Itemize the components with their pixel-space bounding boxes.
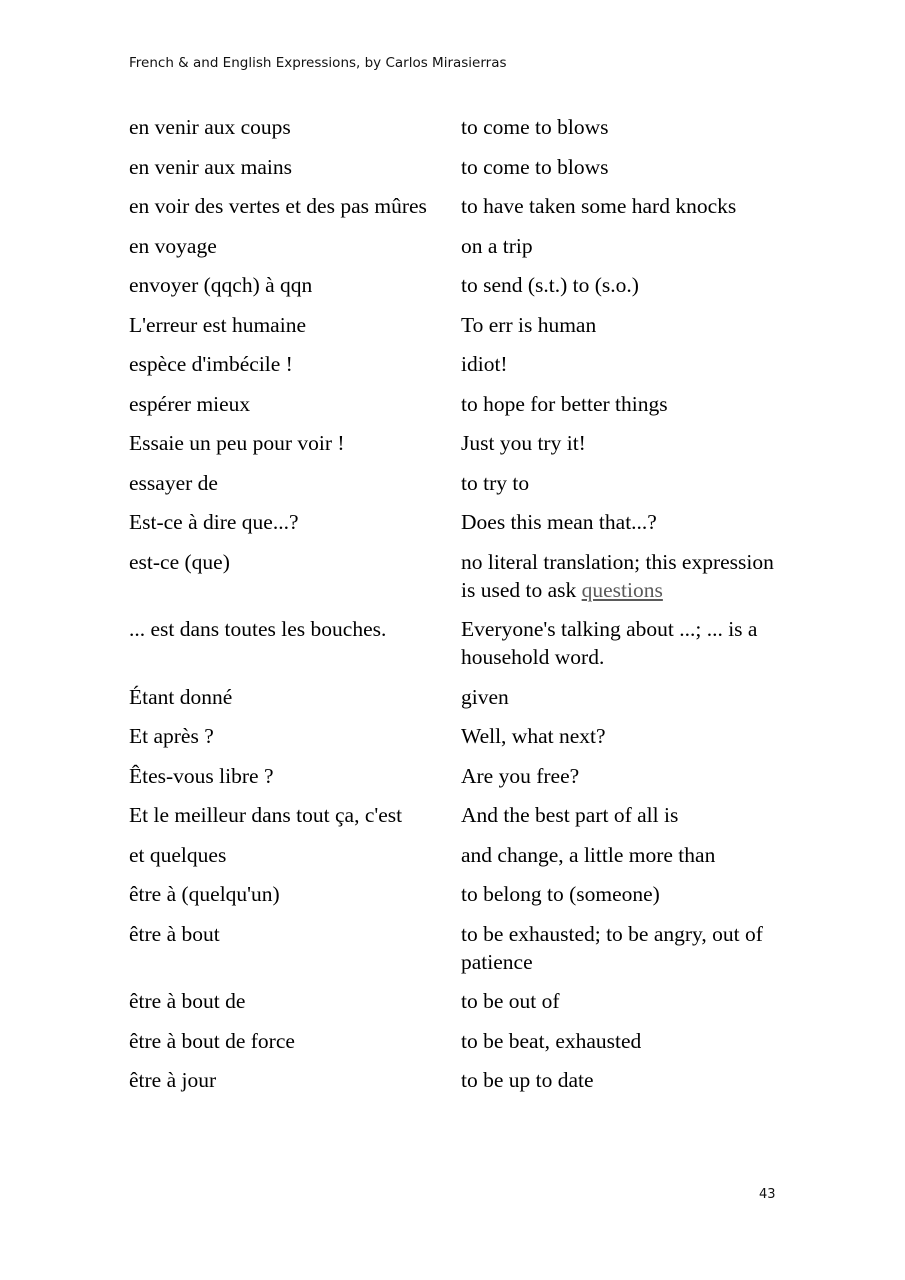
english-translation: Well, what next? <box>461 724 606 748</box>
expression-entry <box>129 762 789 790</box>
french-expression: espèce d'imbécile ! <box>129 352 293 376</box>
french-expression: Essaie un peu pour voir ! <box>129 431 345 455</box>
english-translation: given <box>461 684 509 709</box>
expression-entry <box>129 192 789 220</box>
french-expression: en voyage <box>129 233 217 258</box>
expression-entry <box>129 311 789 339</box>
expression-entry <box>129 987 789 1015</box>
expression-entry <box>129 469 789 497</box>
english-translation: on a trip <box>461 233 533 258</box>
expression-entry <box>129 683 789 711</box>
expression-entry <box>129 880 789 908</box>
expression-entry <box>129 429 789 457</box>
expression-entry <box>129 390 789 418</box>
french-expression: en venir aux mains <box>129 154 292 179</box>
english-translation: to belong to (someone) <box>461 882 660 906</box>
expression-entry <box>129 920 789 976</box>
expression-entry <box>129 232 789 260</box>
english-translation: to be exhausted; to be angry, out of patience <box>461 921 763 974</box>
english-translation: Everyone's talking about ...; ... is a household word. <box>461 617 758 669</box>
expression-entry <box>129 615 789 671</box>
english-translation: to be beat, exhausted <box>461 1028 642 1053</box>
english-translation: to come to blows <box>461 115 609 139</box>
english-translation: to be up to date <box>461 1068 594 1092</box>
french-expression: est-ce (que) <box>129 549 230 574</box>
expression-entry <box>129 722 789 750</box>
french-expression: Êtes-vous libre ? <box>129 763 274 788</box>
expression-entry <box>129 350 789 378</box>
expression-entry <box>129 548 789 604</box>
french-expression: Étant donné <box>129 684 233 709</box>
french-expression: être à bout <box>129 921 220 946</box>
french-expression: Et après ? <box>129 724 214 748</box>
french-expression: L'erreur est humaine <box>129 312 306 337</box>
french-expression: être à jour <box>129 1068 217 1092</box>
expression-entry <box>129 841 789 869</box>
questions-link[interactable]: questions <box>581 577 663 602</box>
french-expression: être à bout de <box>129 989 246 1013</box>
french-expression: essayer de <box>129 470 218 495</box>
english-translation: Are you free? <box>461 763 580 788</box>
french-expression: Et le meilleur dans tout ça, c'est <box>129 803 403 827</box>
running-header: French & and English Expressions, by Carlos Mirasierras <box>129 55 507 71</box>
english-translation: and change, a little more than <box>461 842 716 867</box>
french-expression: Est-ce à dire que...? <box>129 510 299 534</box>
french-expression: espérer mieux <box>129 391 251 416</box>
english-translation: to come to blows <box>461 154 609 179</box>
expression-entry <box>129 801 789 829</box>
english-translation: Just you try it! <box>461 431 586 455</box>
expression-entry <box>129 1066 789 1094</box>
french-expression: et quelques <box>129 842 227 867</box>
french-expression: en venir aux coups <box>129 115 291 139</box>
english-translation: to have taken some hard knocks <box>461 194 737 218</box>
french-expression: ... est dans toutes les bouches. <box>129 617 387 641</box>
english-translation: idiot! <box>461 352 508 376</box>
expression-entry <box>129 113 789 141</box>
english-translation: to hope for better things <box>461 391 668 416</box>
english-translation: To err is human <box>461 312 597 337</box>
french-expression: en voir des vertes et des pas mûres <box>129 194 427 218</box>
page-number: 43 <box>759 1187 776 1202</box>
english-translation: to be out of <box>461 989 560 1013</box>
expression-entry <box>129 1027 789 1055</box>
expression-list <box>129 113 789 1106</box>
english-translation <box>461 548 781 604</box>
french-expression: être à (quelqu'un) <box>129 882 280 906</box>
english-translation: And the best part of all is <box>461 803 679 827</box>
english-translation-text: no literal translation; this expression is used to ask <box>461 549 774 602</box>
french-expression: envoyer (qqch) à qqn <box>129 273 313 297</box>
expression-entry <box>129 508 789 536</box>
expression-entry <box>129 271 789 299</box>
english-translation: to send (s.t.) to (s.o.) <box>461 273 639 297</box>
english-translation: Does this mean that...? <box>461 510 657 534</box>
english-translation: to try to <box>461 470 530 495</box>
french-expression: être à bout de force <box>129 1028 295 1053</box>
expression-entry <box>129 153 789 181</box>
